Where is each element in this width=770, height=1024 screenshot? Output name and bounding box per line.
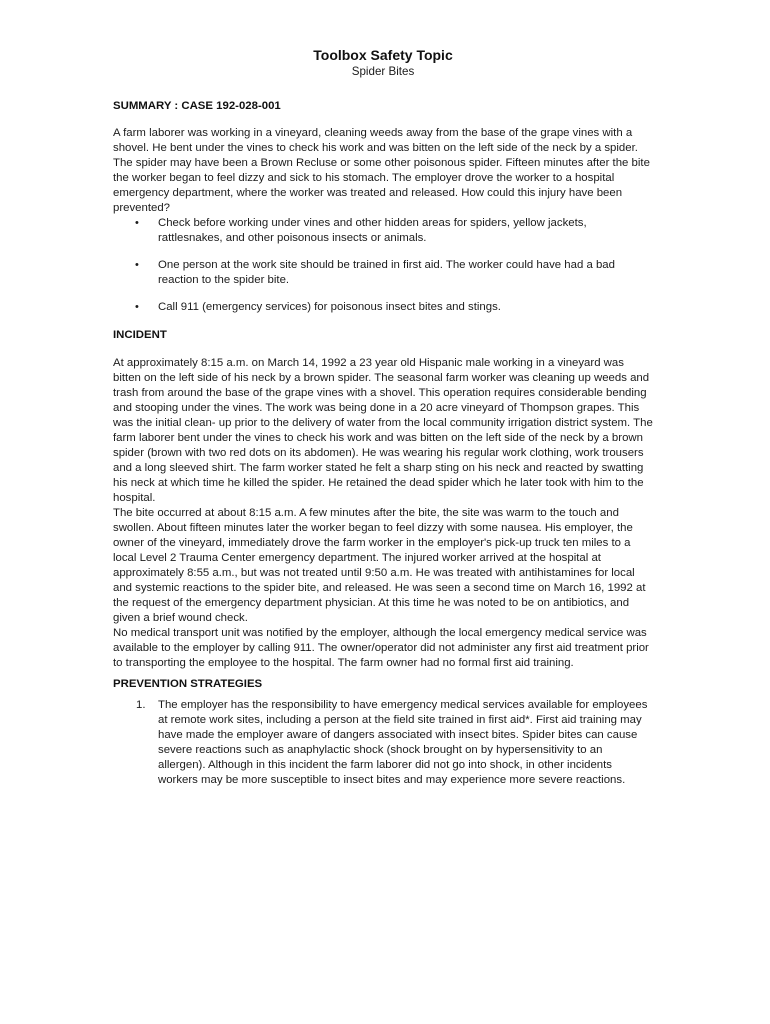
bullet-icon: • <box>135 217 139 229</box>
summary-bullet-list <box>113 216 653 315</box>
summary-paragraph: A farm laborer was working in a vineyard, cleaning weeds away from the base of the grape vines with a shovel. He bent under the vines to check his work and was bitten on the left side of the neck by a spider. The spider may have been a Brown Recluse or some other poisonous spider. Fifteen minutes after the bite the worker began to feel dizzy and sick to his stomach. The employer drove the worker to a hospital emergency department, where the worker was treated and released. How could this injury have been prevented? <box>113 127 650 214</box>
document-page <box>113 46 653 788</box>
incident-paragraph: The bite occurred at about 8:15 a.m. A few minutes after the bite, the site was warm to the touch and swollen. About fifteen minutes later the worker began to feel dizzy with some nausea. His employer, the owner of the vineyard, immediately drove the farm worker in the employer's pick-up truck ten miles to a local Level 2 Trauma Center emergency department. The injured worker arrived at the hospital at approximately 8:55 a.m., but was not treated until 9:50 a.m. He was treated with antihistamines for local and systemic reactions to the spider bite, and released. He was seen a second time on March 16, 1992 at the request of the emergency department physician. At this time he was noted to be on antibiotics, and given a brief wound check. <box>113 507 646 624</box>
document-title: Toolbox Safety Topic <box>313 47 453 63</box>
incident-paragraph: No medical transport unit was notified by the employer, although the local emergency medical service was available to the employer by calling 911. The owner/operator did not administer any first aid treatment prior to transporting the employee to the hospital. The farm owner had no formal first aid training. <box>113 627 649 669</box>
incident-heading: INCIDENT <box>113 329 167 341</box>
list-item <box>113 698 653 788</box>
bullet-icon: • <box>135 259 139 271</box>
incident-paragraph: At approximately 8:15 a.m. on March 14, 1992 a 23 year old Hispanic male working in a vineyard was bitten on the left side of his neck by a brown spider. The seasonal farm worker was cleaning up weeds and trash from around the base of the grape vines with a shovel. This operation requires considerable bending and stooping under the vines. The work was being done in a 20 acre vineyard of Thompson grapes. This was the initial clean- up prior to the delivery of water from the local community irrigation district system. The farm laborer bent under the vines to check his work and was bitten on the left side of the neck by a brown spider (brown with two red dots on its abdomen). He was wearing his regular work clothing, work trousers and a long sleeved shirt. The farm worker stated he felt a sharp sting on his neck and reacted by swatting his neck at which time he killed the spider. He retained the dead spider which he later took with him to the hospital. <box>113 357 653 504</box>
prevention-list <box>113 698 653 788</box>
list-item <box>113 300 653 315</box>
bullet-icon: • <box>135 301 139 313</box>
list-item-text: The employer has the responsibility to have emergency medical services available for employees at remote work sites, including a person at the field site trained in first aid*. First aid training may have made the employer aware of dangers associated with insect bites. Spider bites can cause severe reactions such as anaphylactic shock (shock brought on by hypersensitivity to an allergen). Although in this incident the farm laborer did not go into shock, in other incidents workers may be more susceptible to insect bites and may experience more severe reactions. <box>158 699 648 786</box>
list-item <box>113 216 653 246</box>
summary-heading: SUMMARY : CASE 192-028-001 <box>113 100 281 112</box>
list-number: 1. <box>136 699 146 711</box>
list-item <box>113 258 653 288</box>
prevention-heading: PREVENTION STRATEGIES <box>113 678 263 690</box>
bullet-text: Call 911 (emergency services) for poisonous insect bites and stings. <box>158 301 501 313</box>
document-subtitle: Spider Bites <box>351 65 415 78</box>
bullet-text: One person at the work site should be trained in first aid. The worker could have had a bad reaction to the spider bite. <box>158 259 615 286</box>
bullet-text: Check before working under vines and other hidden areas for spiders, yellow jackets, rattlesnakes, and other poisonous insects or animals. <box>158 217 587 244</box>
